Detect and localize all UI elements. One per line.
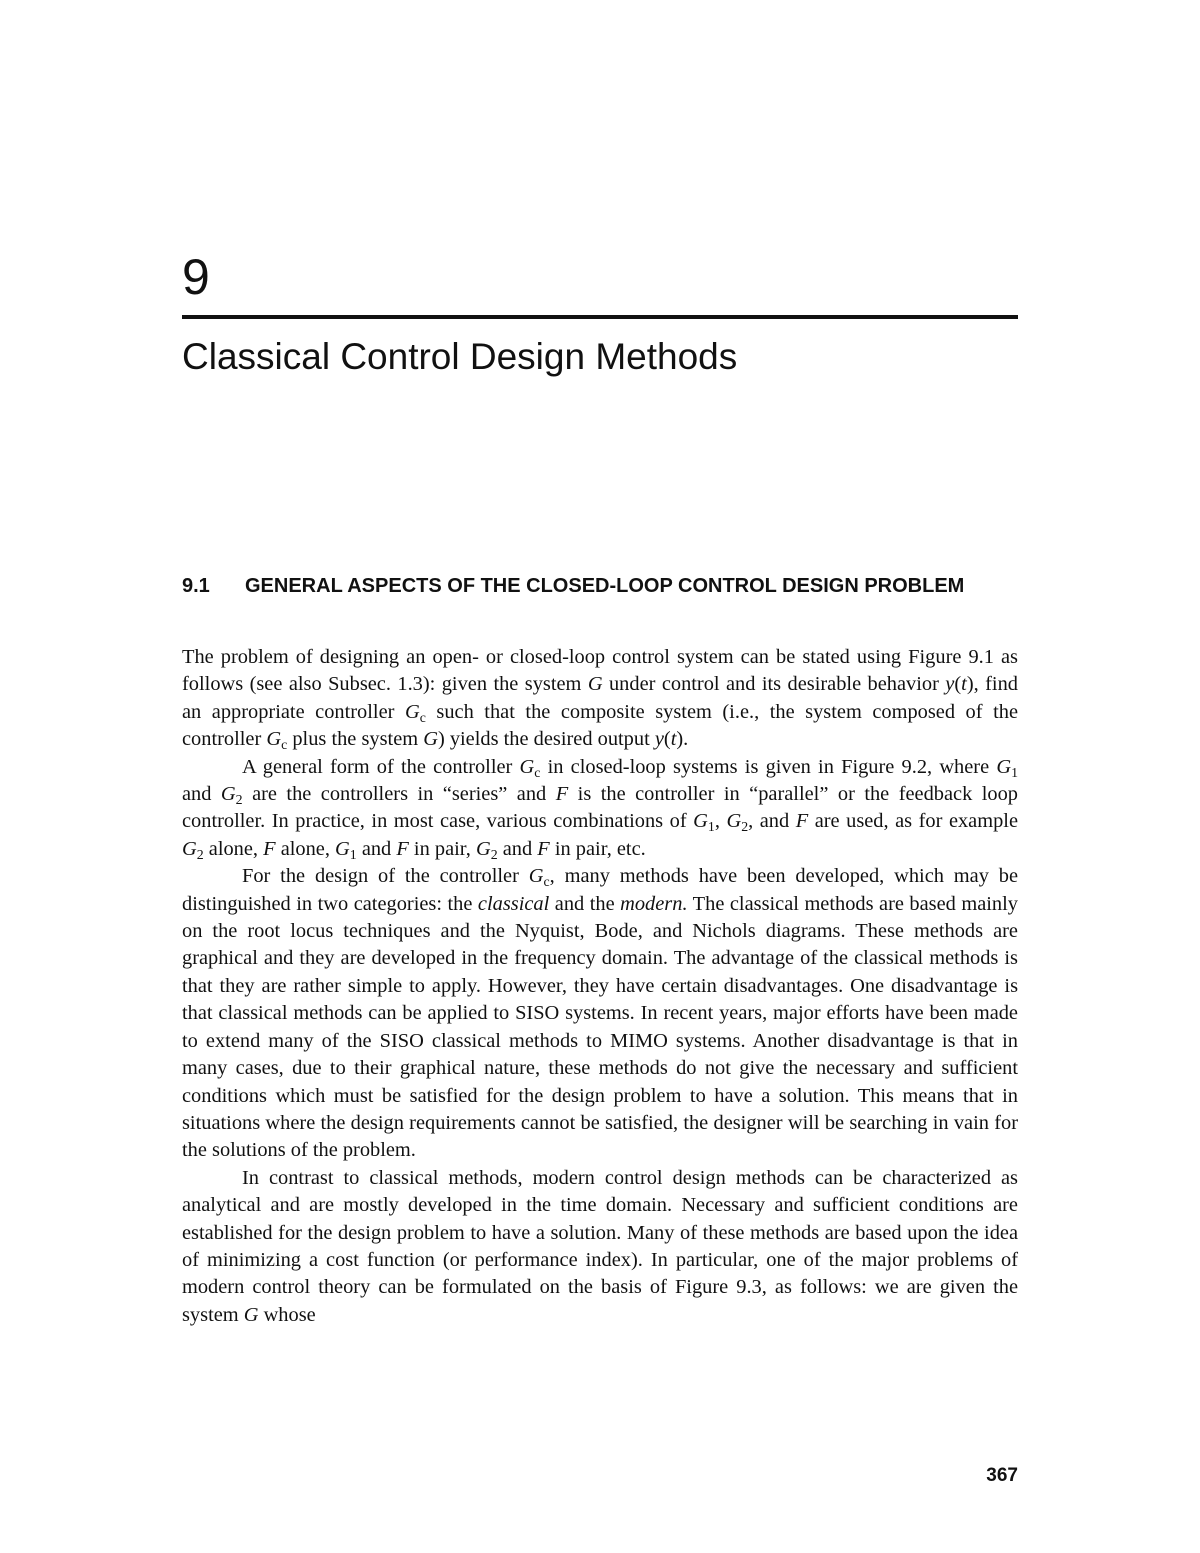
paragraph-4 xyxy=(182,1165,1018,1329)
text-run: A general form of the controller xyxy=(242,755,520,778)
italic-text: G xyxy=(519,755,535,778)
text-run: ), find an appropriate controller xyxy=(182,673,1018,723)
text-run: and xyxy=(497,837,538,860)
italic-text: G xyxy=(335,837,350,860)
italic-text: y xyxy=(945,673,955,696)
subscript: c xyxy=(281,738,288,754)
text-run: and the xyxy=(549,892,621,915)
paragraph-2 xyxy=(182,754,1018,864)
italic-text: G xyxy=(266,728,282,751)
text-run: In contrast to classical methods, modern control design methods can be characterized as analytical and are mostly developed in the time domain. Necessary and sufficient conditions are established for the design problem to have a solution. Many of these methods are based upon the idea of minimizing a cost function (or performance index). In particular, one of the major problems of modern control theory can be formulated on the basis of Figure 9.3, as follows: we are given the system xyxy=(182,1166,1018,1326)
paragraph-3 xyxy=(182,863,1018,1164)
text-run: , and xyxy=(748,810,796,833)
text-run: The classical methods are based mainly on the root locus techniques and the Nyquist, Bode, and Nichols diagrams. These methods are graphical and they are developed in the frequency domain. The advantage of the classical methods is that they are rather simple to apply. However, they have certain disadvantages. One disadvantage is that classical methods can be applied to SISO systems. In recent years, major efforts have been made to extend many of the SISO classical methods to MIMO systems. Another disadvantage is that in many cases, due to their graphical nature, these methods do not give the necessary and sufficient conditions which must be satisfied for the design problem to have a solution. This means that in situations where the design requirements cannot be satisfied, the designer will be searching in vain for the solutions of the problem. xyxy=(182,892,1018,1162)
page-number: 367 xyxy=(986,1465,1018,1486)
italic-text: G xyxy=(587,673,603,696)
subscript: c xyxy=(534,765,541,781)
section-number: 9.1 xyxy=(182,575,210,597)
italic-text: y xyxy=(654,728,664,751)
subscript: c xyxy=(419,710,426,726)
text-run: , xyxy=(714,810,727,833)
text-run: such that the composite system (i.e., the system composed of the controller xyxy=(182,700,1018,751)
text-run: alone, xyxy=(203,837,264,860)
italic-text: G xyxy=(996,755,1012,778)
text-run: in closed-loop systems is given in Figure 9.2, where xyxy=(540,755,997,778)
italic-text: G xyxy=(243,1303,259,1326)
subscript: 1 xyxy=(1011,765,1018,781)
italic-text: G xyxy=(528,865,544,888)
text-run: The problem of designing an open- or closed-loop control system can be stated using Figure 9.1 as follows (see also Subsec. 1.3): given the system xyxy=(182,646,1018,696)
text-run: are used, as for example xyxy=(808,810,1019,833)
text-run: ). xyxy=(676,728,689,751)
section-title: GENERAL ASPECTS OF THE CLOSED-LOOP CONTROL DESIGN PROBLEM xyxy=(245,575,965,597)
text-run: ( xyxy=(954,673,962,696)
italic-text: F xyxy=(537,837,550,860)
italic-text: G xyxy=(475,837,491,860)
text-run: ) yields the desired output xyxy=(437,728,655,751)
text-run: in pair, xyxy=(408,837,476,860)
italic-text: t xyxy=(670,728,677,751)
text-run: and xyxy=(356,837,397,860)
italic-text: G xyxy=(220,783,236,806)
subscript: 1 xyxy=(349,848,357,863)
italic-text: G xyxy=(726,810,742,833)
text-run: whose xyxy=(258,1303,316,1326)
text-run: and xyxy=(182,783,221,806)
subscript: 2 xyxy=(490,848,498,863)
italic-text: F xyxy=(795,810,809,833)
italic-text: G xyxy=(404,700,420,723)
italic-text: F xyxy=(555,783,569,806)
text-run: , many methods have been developed, which may be distinguished in two categories: the xyxy=(182,865,1019,915)
paragraph-1 xyxy=(182,644,1018,754)
italic-text: classical xyxy=(477,892,550,915)
italic-text: G xyxy=(693,810,708,833)
text-run: For the design of the controller xyxy=(242,865,529,888)
body-text xyxy=(182,644,1018,1329)
text-run: plus the system xyxy=(287,728,424,751)
subscript: 2 xyxy=(741,820,749,836)
italic-text: F xyxy=(263,837,276,860)
chapter-title: Classical Control Design Methods xyxy=(182,336,738,377)
text-run: are the controllers in “series” and xyxy=(242,783,556,806)
subscript: 2 xyxy=(235,793,243,809)
italic-text: t xyxy=(961,673,967,696)
chapter-rule xyxy=(182,315,1018,319)
text-run: ( xyxy=(663,728,671,751)
text-run: under control and its desirable behavior xyxy=(602,673,946,696)
italic-text: G xyxy=(182,837,197,860)
italic-text: modern. xyxy=(620,892,688,915)
italic-text: F xyxy=(396,837,409,860)
text-run: is the controller in “parallel” or the feedback loop controller. In practice, in most case, various combinations of xyxy=(182,783,1019,833)
chapter-number: 9 xyxy=(182,249,210,305)
italic-text: G xyxy=(423,728,438,751)
text-run: alone, xyxy=(275,837,336,860)
text-run: in pair, etc. xyxy=(549,837,646,860)
subscript: 2 xyxy=(196,848,204,863)
subscript: 1 xyxy=(707,820,715,836)
subscript: c xyxy=(543,875,550,891)
